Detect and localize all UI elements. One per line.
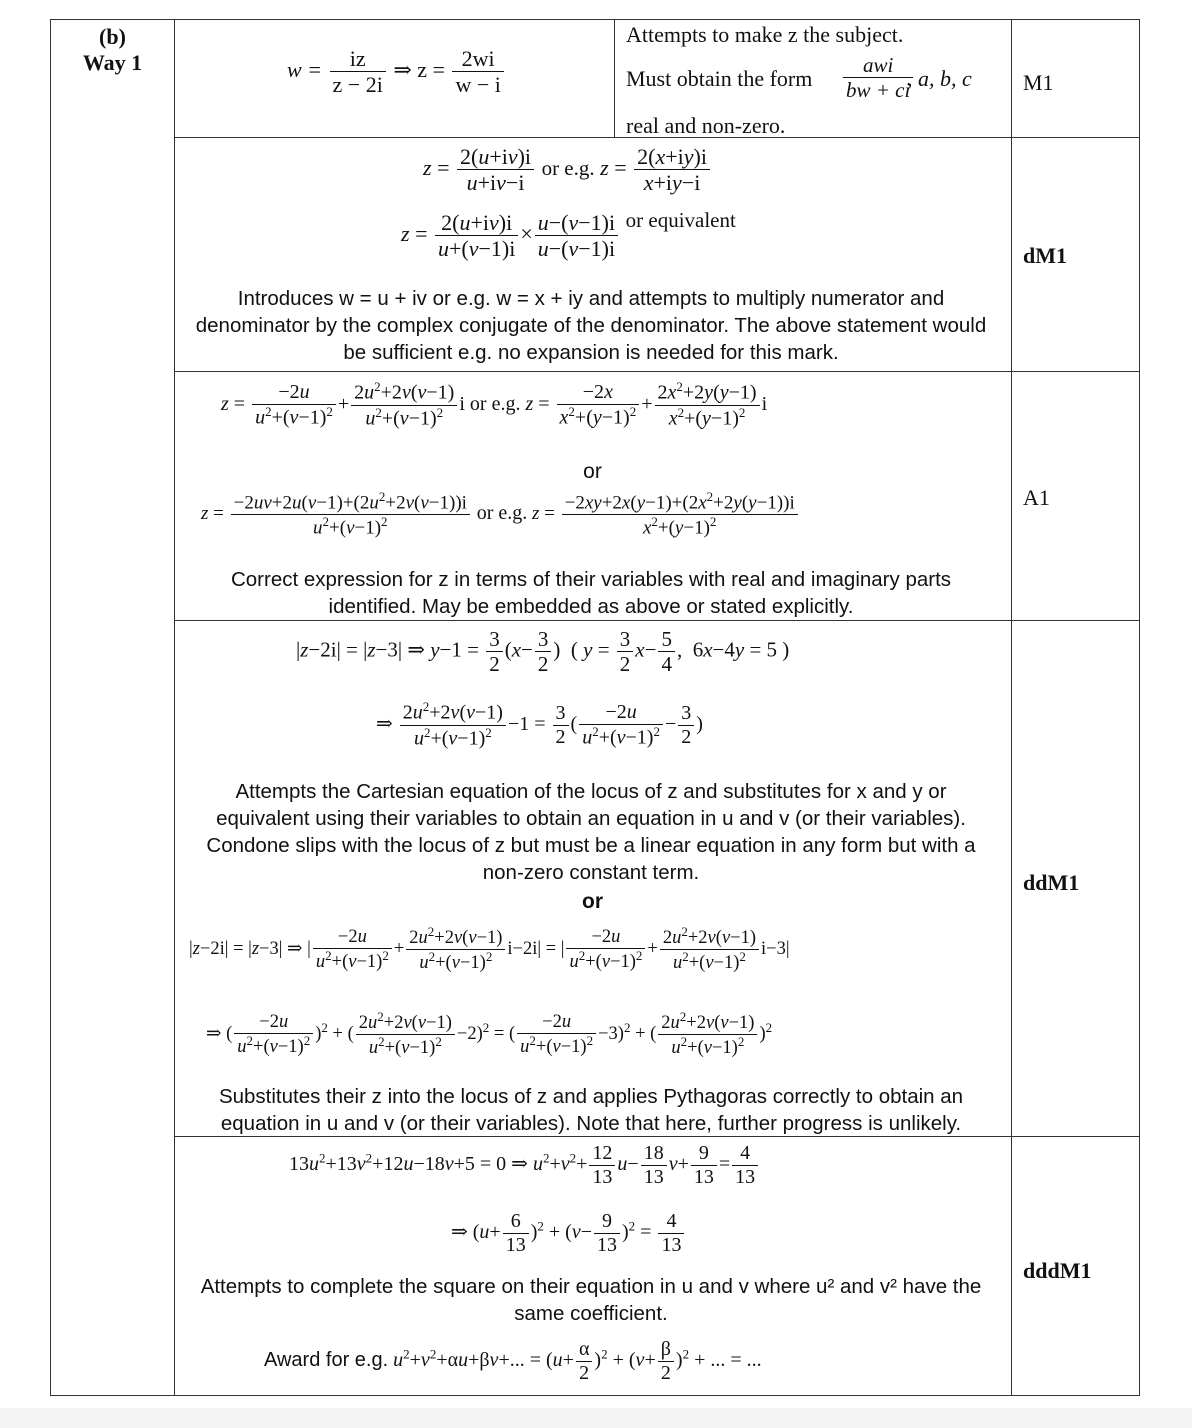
row5-note: Attempts to complete the square on their equation in u and v where u² and v² have the same coefficient. [200, 1275, 982, 1325]
part-label: (b) [99, 24, 126, 49]
or-label: or [583, 460, 602, 483]
page-bottom-shade [0, 1408, 1192, 1428]
guidance-line: Must obtain the form [626, 66, 813, 91]
row4-modulus: |z−2i| = |z−3| ⇒ | $\frac{-2u}{u^2+(v-1)^2}$ + $\frac{2u^2+2v(v-1)}{u^2+(v-1)^2}$ i−2i| = | $\frac{-2u}{u^2+(v-1)^2}$ + $\frac{2u^2+2v(v-1)}{u^2+(v-1)^2}$ i−3| [189, 924, 790, 974]
guidance-line: real and non-zero. [626, 113, 786, 138]
row3-line1: z = $\frac{-2u}{u^2+(v-1)^2}$ + $\frac{2u^2+2v(v-1)}{u^2+(v-1)^2}$ i or e.g. z = $\frac{-2x}{x^2+(y-1)^2}$ + $\frac{2x^2+2y(y-1)}{x^2+(y-1)^2}$ i [221, 379, 768, 430]
row4-pythagoras: ⇒ ( $\frac{-2u}{u^2+(v-1)^2}$ )$^2$ + ( $\frac{2u^2+2v(v-1)}{u^2+(v-1)^2}$ −2)$^2$ = ( $\frac{-2u}{u^2+(v-1)^2}$ −3)$^2$ + ( $\frac{2u^2+2v(v-1)}{u^2+(v-1)^2}$ )$^2$ [206, 1009, 773, 1059]
row4-note2: Substitutes their z into the locus of z and applies Pythagoras correctly to obtain an equation in u and v (or their variables). Note that here, further progress is unlikely. [218, 1085, 964, 1135]
column-divider [174, 20, 175, 1395]
row1-equation [287, 46, 506, 98]
mark-dddm1: dddM1 [1023, 1258, 1092, 1283]
award-label: Award for e.g. [264, 1349, 389, 1372]
mark-a1: A1 [1023, 485, 1050, 510]
row2-line2: z = $\frac{2(u+iv)i}{u+(v-1)i}$ × $\frac{u-(v-1)i}{u-(v-1)i}$ or equivalent [401, 208, 736, 262]
mark-ddm1: ddM1 [1023, 870, 1080, 895]
row2-note: Introduces w = u + iv or e.g. w = x + iy and attempts to multiply numerator and denominator by the complex conjugate of the denominator. The above statement would be sufficient e.g. no expansion is needed for this mark. [195, 287, 987, 364]
or-eg: or e.g. [541, 155, 595, 180]
guidance-line: Attempts to make z the subject. [626, 22, 904, 47]
row4-note: Attempts the Cartesian equation of the locus of z and substitutes for x and y or equivalent using their variables to obtain an equation in u and v (or their variables). Condone slips with the locus of z but must be a linear equation in any form but with a non-zero constant term. [206, 780, 976, 884]
or-equivalent: or equivalent [625, 208, 736, 232]
frac-num: 2wi [461, 46, 495, 71]
row4-sub: ⇒ $\frac{2u^2+2v(v-1)}{u^2+(v-1)^2}$ −1 = $\frac{3}{2}$ ( $\frac{-2u}{u^2+(v-1)^2}$ − $\frac{3}{2}$ ) [376, 699, 703, 750]
frac-den: bw + ci [843, 77, 913, 102]
way-label: Way 1 [82, 50, 143, 75]
row5-equation: $13u^2+13v^2+12u-18v+5 = 0$ ⇒ $u^2+v^2+$ $\frac{12}{13}$ u− $\frac{18}{13}$ v+ $\frac{9}{13}$ = $\frac{4}{13}$ [289, 1142, 760, 1189]
row3-note: Correct expression for z in terms of their variables with real and imaginary parts identified. May be embedded as above or stated explicitly. [230, 568, 952, 618]
mark-m1: M1 [1023, 70, 1054, 95]
frac-den: z − 2i [330, 71, 386, 97]
row5-award: Award for e.g. $u^2+v^2+\alpha u+\beta v+$... = (u+ $\frac{\alpha}{2}$ )$^2$ + (v+ $\frac{\beta}{2}$ )$^2$ + ... = ... [264, 1338, 762, 1384]
arrow: ⇒ z = [393, 56, 445, 82]
frac-den: w − i [452, 71, 503, 97]
row-divider [174, 620, 1139, 621]
column-divider [1011, 20, 1012, 1395]
frac-num: awi [863, 53, 894, 77]
row5-square: ⇒ (u+ $\frac{6}{13}$ )$^2$ + (v− $\frac{9}{13}$ )$^2$ = $\frac{4}{13}$ [451, 1210, 686, 1257]
guidance-line: , a, b, c [907, 66, 972, 91]
mark-dm1: dM1 [1023, 243, 1067, 268]
column-divider [614, 20, 615, 137]
lhs: w = [287, 56, 323, 82]
row4-locus: |z−2i| = |z−3| ⇒ y−1 = $\frac{3}{2}$ (x− $\frac{3}{2}$ ) ( y = $\frac{3}{2}$ x− $\frac{5}{4}$ , 6x−4y = 5 ) [296, 627, 790, 677]
mark-scheme-table [50, 19, 1140, 1396]
or-label: or [582, 890, 603, 913]
row2-line1: z = $\frac{2(u+iv)i}{u+iv-i}$ or e.g. z = $\frac{2(x+iy)i}{x+iy-i}$ [423, 144, 712, 196]
row-divider [174, 371, 1139, 372]
form-fraction [841, 53, 915, 102]
frac-num: iz [349, 46, 366, 71]
row3-line2: z = $\frac{-2uv+2u(v-1)+(2u^2+2v(v-1))i}{u^2+(v-1)^2}$ or e.g. z = $\frac{-2xy+2x(y-1)+(2x^2+2y(y-1))i}{x^2+(y-1)^2}$ [201, 490, 800, 539]
